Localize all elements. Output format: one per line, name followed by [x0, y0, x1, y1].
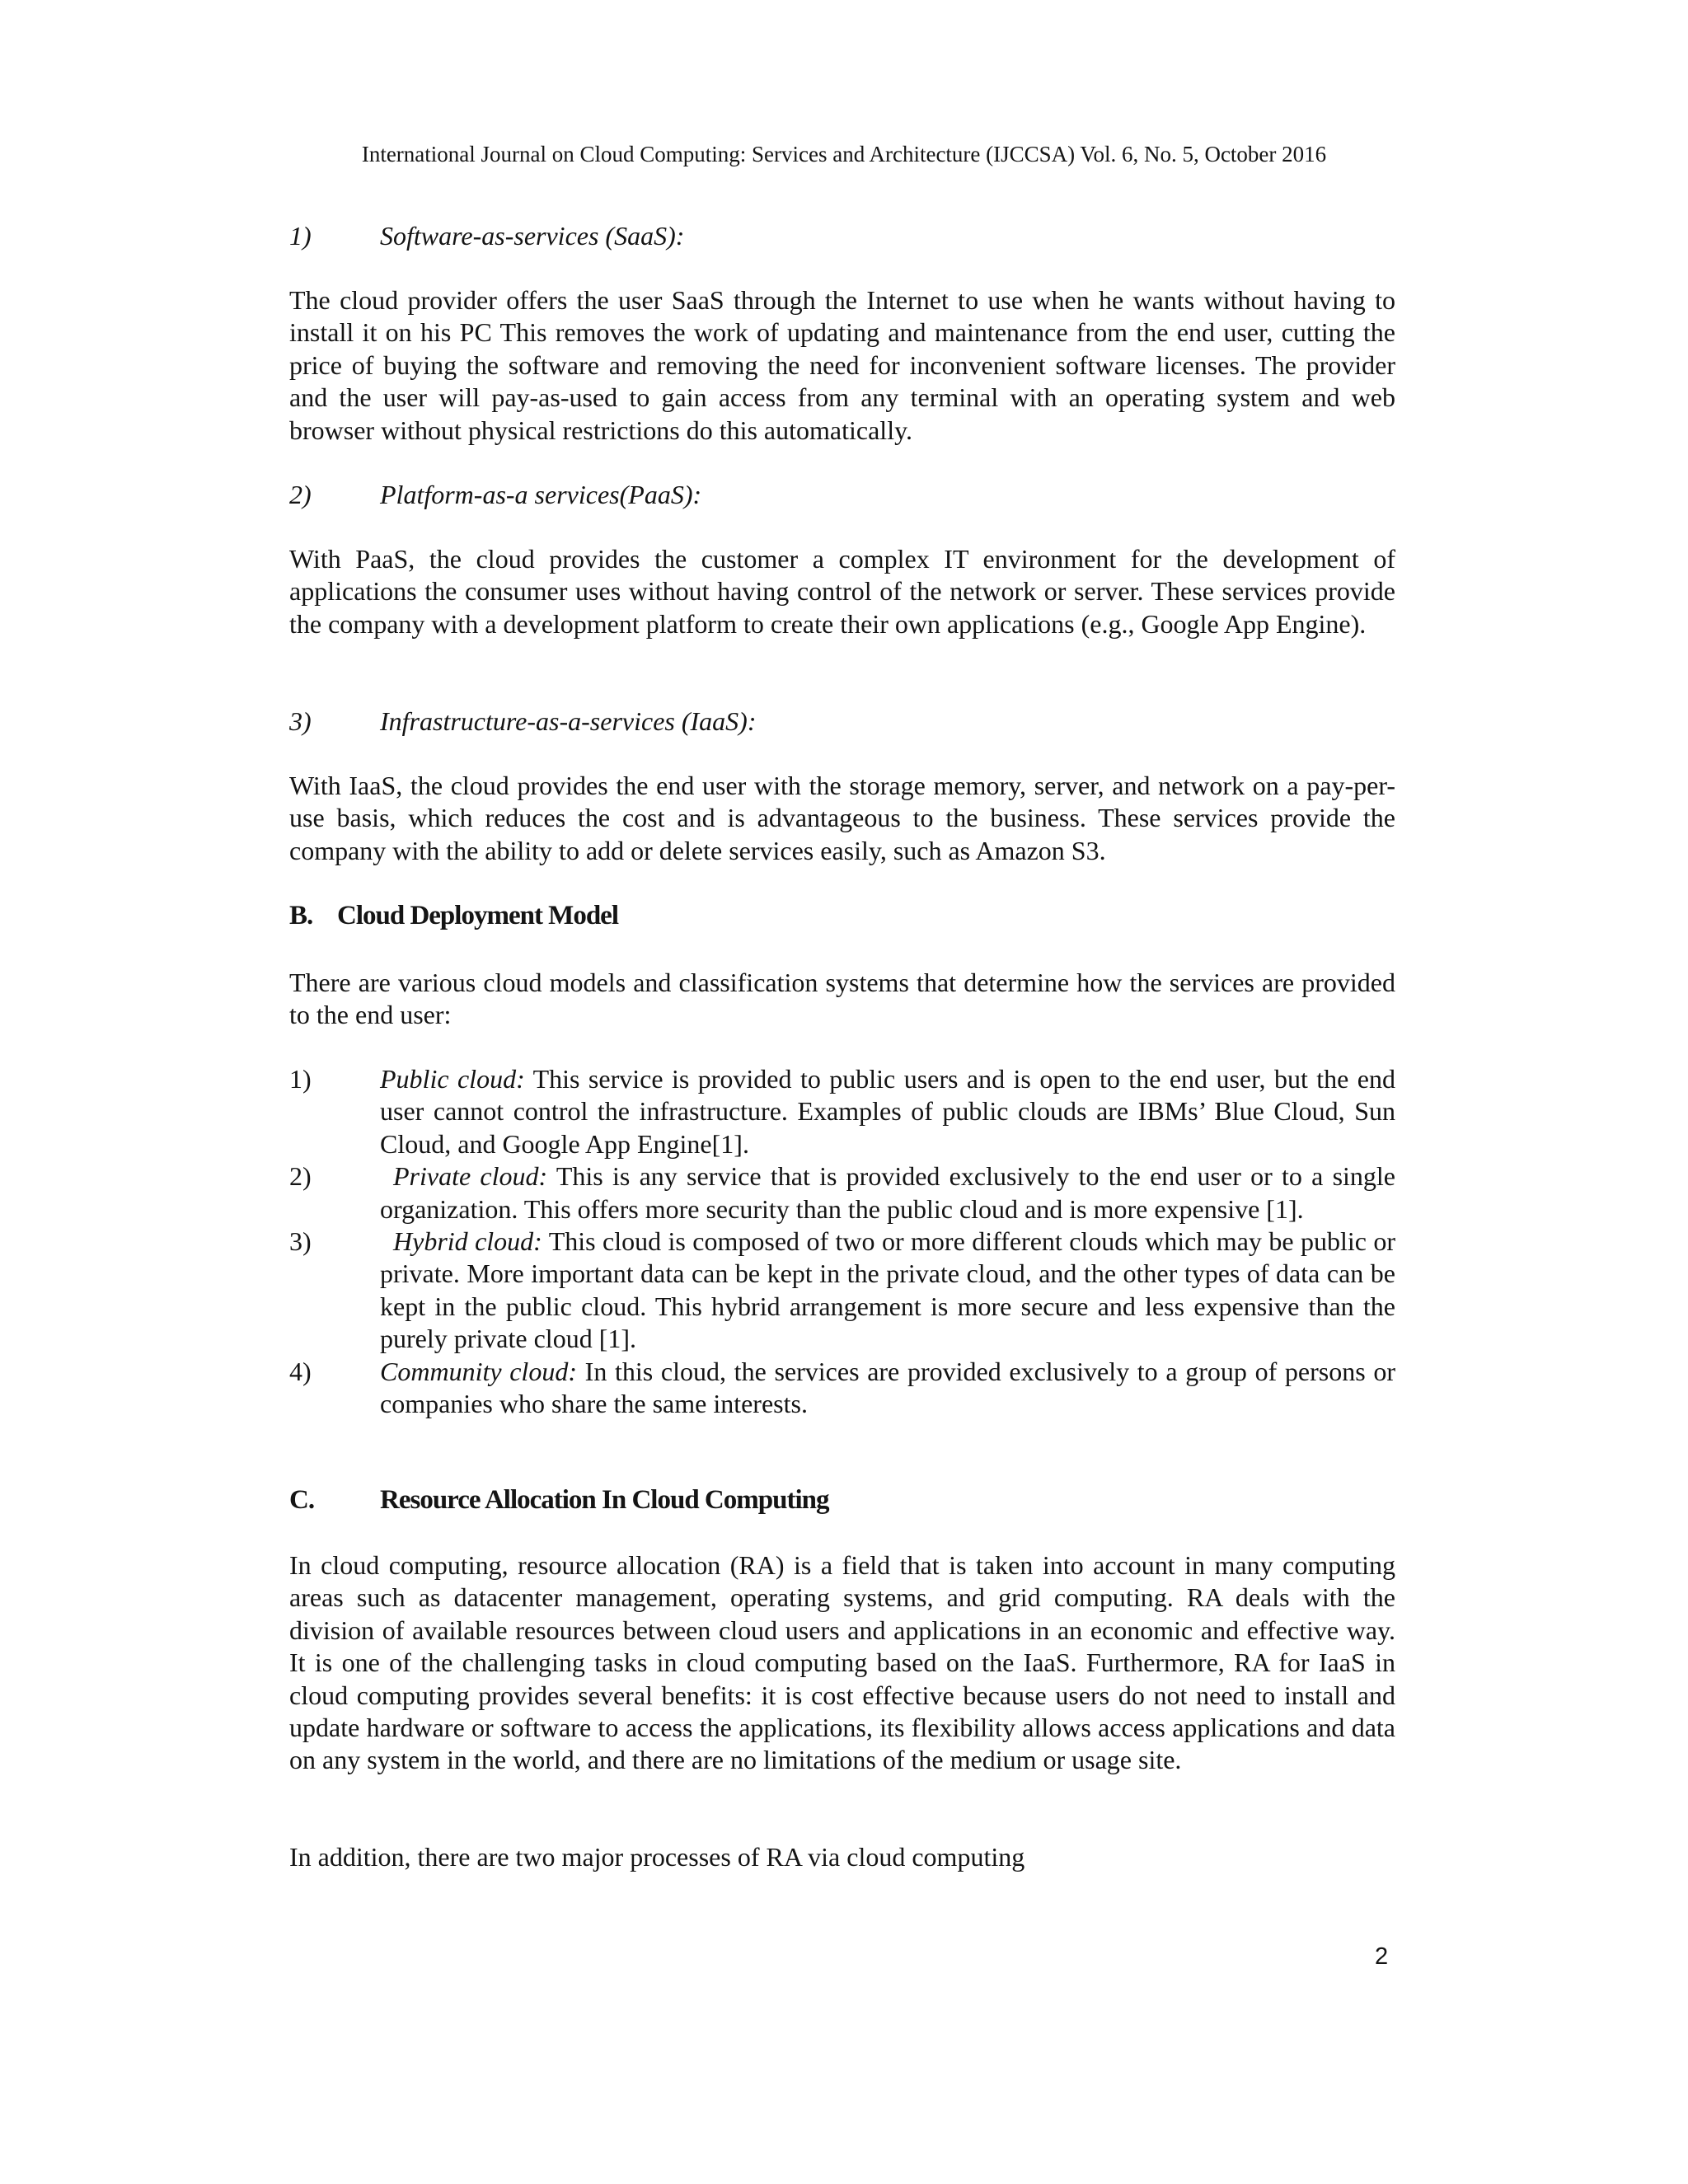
- subheading-number: 1): [289, 221, 312, 251]
- paragraph-resource-allocation: In cloud computing, resource allocation (RA) is a field that is taken into account in many computing areas such as datacenter management, operating systems, and grid computing. RA deals with the division of available resources between cloud users and applications in an economic and effective way. It is one of the challenging tasks in cloud computing based on the IaaS. Furthermore, RA for IaaS in cloud computing provides several benefits: it is cost effective because users do not need to install and update hardware or software to access the applications, its flexibility allows access applications and data on any system in the world, and there are no limitations of the medium or usage site.: [289, 1550, 1395, 1775]
- list-text: In this cloud, the services are provided exclusively to a group of persons or companies who share the same interests.: [380, 1356, 1396, 1419]
- paragraph-ra-processes: In addition, there are two major processes of RA via cloud computing: [289, 1842, 1025, 1872]
- list-term: Private cloud:: [393, 1161, 548, 1192]
- subheading-title: Infrastructure-as-a-services (IaaS):: [380, 706, 757, 736]
- list-number: 2): [289, 1161, 312, 1192]
- paragraph-deployment-intro: There are various cloud models and classification systems that determine how the services are provided to the end user:: [289, 968, 1395, 1030]
- section-heading-b: [289, 899, 618, 932]
- list-text: This is any service that is provided exclusively to the end user or to a single organization. This offers more security than the public cloud and is more expensive [1].: [380, 1161, 1396, 1224]
- subheading-paas: [289, 478, 701, 511]
- paragraph-iaas: With IaaS, the cloud provides the end user with the storage memory, server, and network on a pay-per-use basis, which reduces the cost and is advantageous to the business. These services provide the company with the ability to add or delete services easily, such as Amazon S3.: [289, 771, 1395, 865]
- page-number: 2: [1375, 1943, 1389, 1970]
- subheading-number: 3): [289, 706, 312, 736]
- running-header: International Journal on Cloud Computing: Services and Architecture (IJCCSA) Vol. 6, No. 5, October 2016: [361, 142, 1327, 166]
- subheading-saas: [289, 219, 684, 252]
- section-title: Cloud Deployment Model: [337, 901, 618, 930]
- subheading-title: Platform-as-a services(PaaS):: [380, 480, 702, 509]
- list-number: 1): [289, 1064, 312, 1094]
- paragraph-saas: The cloud provider offers the user SaaS through the Internet to use when he wants without having to install it on his PC This removes the work of updating and maintenance from the end user, cutting the price of buying the software and removing the need for inconvenient software licenses. The provider and the user will pay-as-used to gain access from any terminal with an operating system and web browser without physical restrictions do this automatically.: [289, 285, 1395, 445]
- list-item: [289, 1226, 1395, 1356]
- list-item: [289, 1160, 1395, 1226]
- list-number: 4): [289, 1356, 312, 1386]
- list-item: [289, 1063, 1395, 1160]
- list-term: Hybrid cloud:: [393, 1226, 542, 1257]
- list-term: Public cloud:: [380, 1064, 525, 1094]
- deployment-model-list: [289, 1063, 1395, 1420]
- subheading-title: Software-as-services (SaaS):: [380, 221, 685, 251]
- list-text: This cloud is composed of two or more different clouds which may be public or private. More important data can be kept in the private cloud, and the other types of data can be kept in the public cloud. This hybrid arrangement is more secure and less expensive than the purely private cloud [1].: [380, 1226, 1396, 1354]
- paragraph-paas: With PaaS, the cloud provides the customer a complex IT environment for the development of applications the consumer uses without having control of the network or server. These services provide the company with a development platform to create their own applications (e.g., Google App Engine).: [289, 544, 1395, 639]
- list-text: This service is provided to public users and is open to the end user, but the end user cannot control the infrastructure. Examples of public clouds are IBMs’ Blue Cloud, Sun Cloud, and Google App Engine[1].: [380, 1064, 1396, 1159]
- section-letter: B.: [289, 901, 313, 930]
- section-heading-c: [289, 1483, 828, 1516]
- list-item: [289, 1356, 1395, 1421]
- subheading-number: 2): [289, 480, 312, 509]
- list-number: 3): [289, 1226, 312, 1257]
- subheading-iaas: [289, 705, 756, 738]
- list-term: Community cloud:: [380, 1356, 577, 1386]
- section-title: Resource Allocation In Cloud Computing: [380, 1485, 829, 1515]
- section-letter: C.: [289, 1485, 315, 1515]
